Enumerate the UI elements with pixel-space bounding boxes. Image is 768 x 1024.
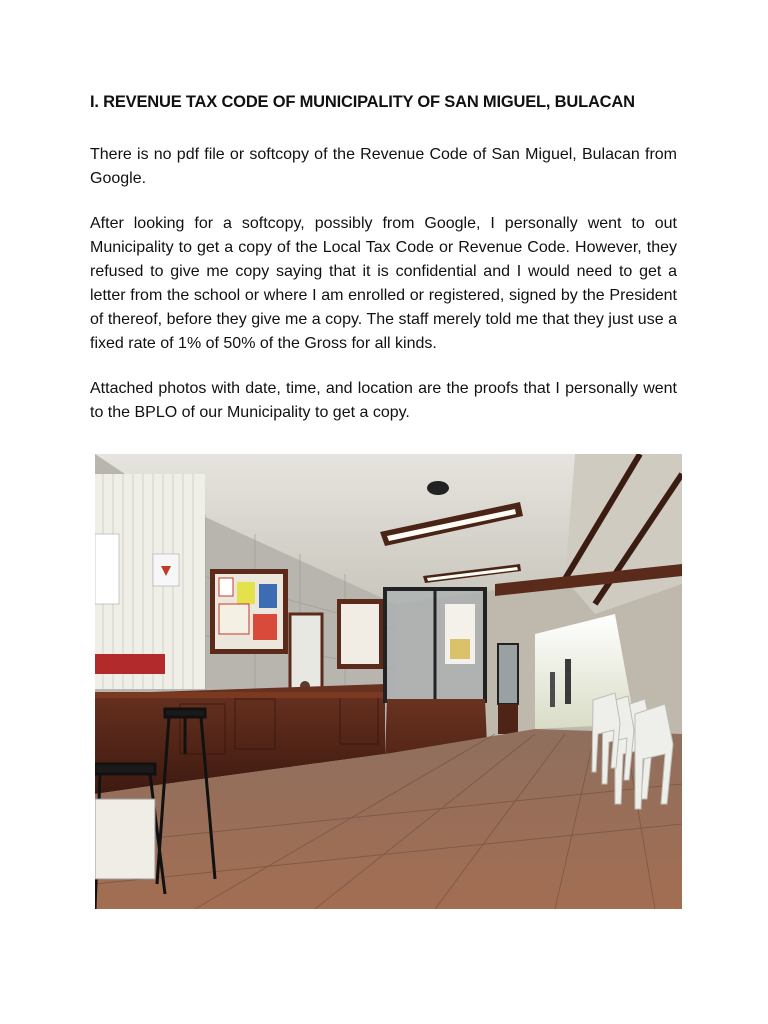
office-interior-photo — [95, 454, 682, 909]
paragraph-2: After looking for a softcopy, possibly from Google, I personally went to out Municipality to get a copy of the Local Tax Code or Revenue Code. However, they refused to give me copy saying that it is confidential and I would need to get a letter from the school or where I am enrolled or registered, signed by the President of thereof, before they give me a copy. The staff merely told me that they just use a fixed rate of 1% of 50% of the Gross for all kinds. — [90, 215, 677, 352]
paragraph-3: Attached photos with date, time, and location are the proofs that I personally went to the BPLO of our Municipality to get a copy. — [90, 380, 677, 421]
section-heading: I. REVENUE TAX CODE OF MUNICIPALITY OF SAN MIGUEL, BULACAN — [90, 93, 635, 111]
paragraph-1: There is no pdf file or softcopy of the Revenue Code of San Miguel, Bulacan from Google. — [90, 146, 677, 187]
